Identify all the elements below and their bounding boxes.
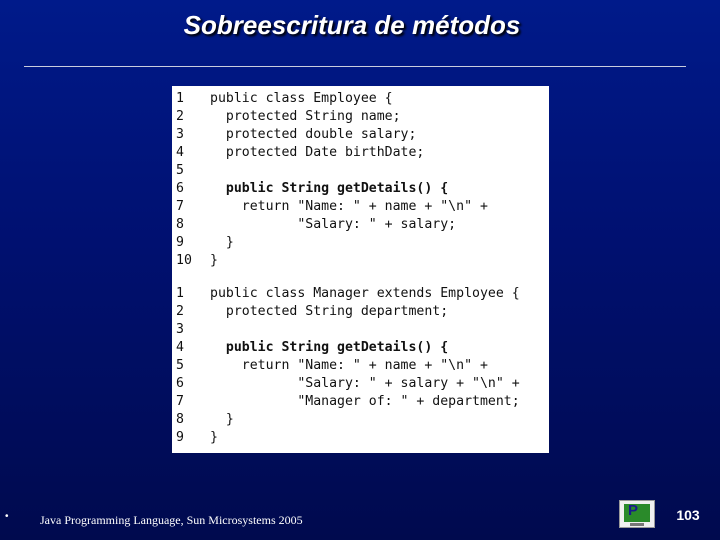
line-number: 4	[176, 340, 184, 355]
code-text: }	[210, 235, 234, 250]
code-line	[172, 321, 549, 339]
code-line	[172, 303, 549, 321]
code-line	[172, 429, 549, 447]
code-text: return "Name: " + name + "\n" +	[210, 199, 488, 214]
line-number: 8	[176, 217, 184, 232]
bullet-icon: •	[5, 511, 9, 522]
code-listing-image	[172, 86, 549, 453]
code-text: protected Date birthDate;	[210, 145, 425, 160]
line-number: 9	[176, 430, 184, 445]
code-line	[172, 90, 549, 108]
line-number: 5	[176, 163, 184, 178]
code-text: "Salary: " + salary + "\n" +	[210, 376, 520, 391]
code-line	[172, 126, 549, 144]
code-line	[172, 375, 549, 393]
code-text: public class Employee {	[210, 91, 393, 106]
code-text: }	[210, 253, 218, 268]
line-number: 7	[176, 394, 184, 409]
code-text: protected String department;	[210, 304, 449, 319]
line-number: 3	[176, 127, 184, 142]
presentation-logo-icon: P	[619, 500, 655, 528]
code-line	[172, 180, 549, 198]
line-number: 9	[176, 235, 184, 250]
code-line	[172, 285, 549, 303]
code-text: public String getDetails() {	[210, 181, 449, 196]
code-line	[172, 252, 549, 270]
line-number: 6	[176, 181, 184, 196]
code-line	[172, 144, 549, 162]
line-number: 1	[176, 286, 184, 301]
code-line	[172, 108, 549, 126]
code-line	[172, 216, 549, 234]
page-number: 103	[676, 507, 700, 523]
code-line	[172, 393, 549, 411]
code-text: }	[210, 412, 234, 427]
line-number: 8	[176, 412, 184, 427]
code-text: public class Manager extends Employee {	[210, 286, 520, 301]
line-number: 6	[176, 376, 184, 391]
footer-citation: Java Programming Language, Sun Microsystems 2005	[40, 513, 303, 527]
line-number: 2	[176, 109, 184, 124]
line-number: 10	[176, 253, 192, 268]
code-text: "Salary: " + salary;	[210, 217, 457, 232]
code-line	[172, 357, 549, 375]
title-divider	[24, 66, 686, 67]
code-line	[172, 234, 549, 252]
line-number: 4	[176, 145, 184, 160]
code-text: "Manager of: " + department;	[210, 394, 520, 409]
line-number: 1	[176, 91, 184, 106]
slide-title: Sobreescritura de métodos	[183, 10, 521, 40]
line-number: 3	[176, 322, 184, 337]
line-number: 7	[176, 199, 184, 214]
code-line	[172, 411, 549, 429]
code-text: return "Name: " + name + "\n" +	[210, 358, 488, 373]
code-line	[172, 339, 549, 357]
code-line	[172, 198, 549, 216]
code-line	[172, 162, 549, 180]
line-number: 5	[176, 358, 184, 373]
line-number: 2	[176, 304, 184, 319]
code-text: protected double salary;	[210, 127, 417, 142]
code-text: protected String name;	[210, 109, 401, 124]
code-text: }	[210, 430, 218, 445]
code-text: public String getDetails() {	[210, 340, 449, 355]
